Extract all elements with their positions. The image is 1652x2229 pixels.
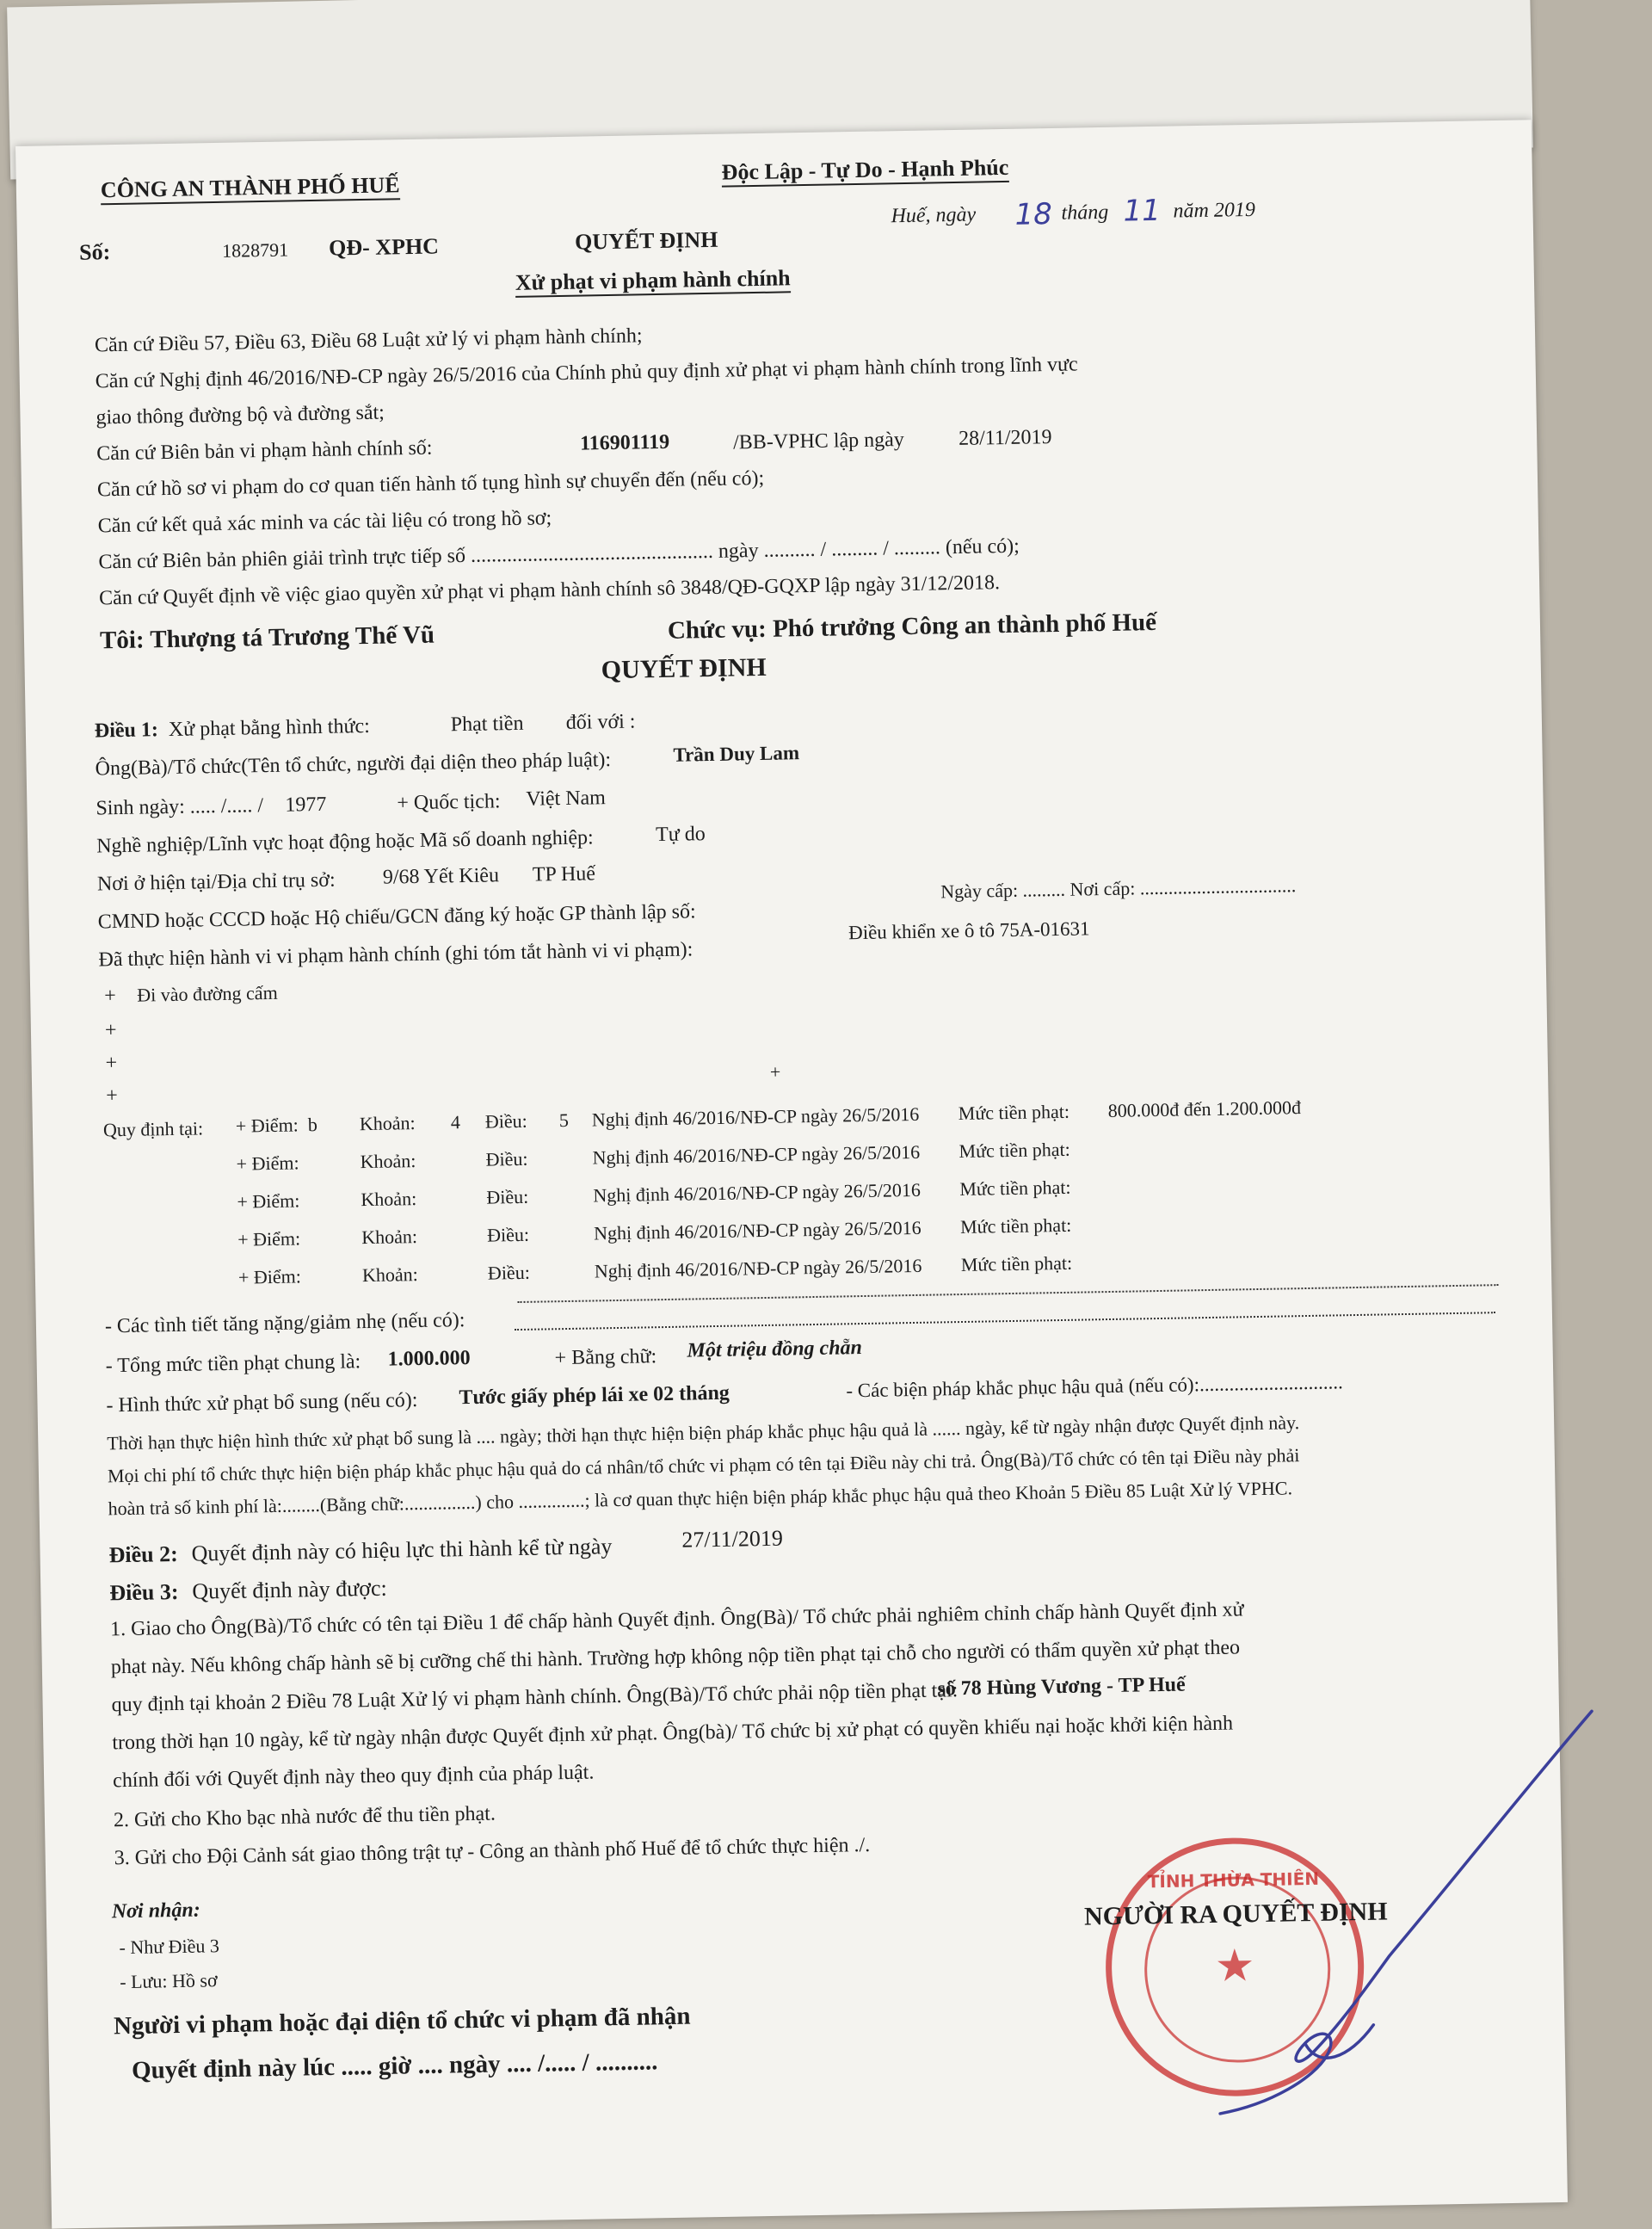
row5-point-label: + Điểm: — [237, 1265, 302, 1288]
row1-fine-label: Mức tiền phạt: — [958, 1100, 1070, 1125]
article-3-item-1a: 1. Giao cho Ông(Bà)/Tổ chức có tên tại Điều 1 để chấp hành Quyết định. Ông(Bà)/ Tổ chức phải nghiêm chỉnh chấp hành Quyết định xử — [109, 1598, 1244, 1641]
row1-point: b — [307, 1114, 318, 1136]
article-2-label: Điều 2: — [108, 1541, 178, 1568]
basis-line-1: Căn cứ Điều 57, Điều 63, Điều 68 Luật xử lý vi phạm hành chính; — [94, 324, 643, 357]
row4-fine-label: Mức tiền phạt: — [959, 1213, 1072, 1238]
basis-line-7: Căn cứ Biên bản phiên giải trình trực tiếp số ............................................... ngày .......... / ......... / ......... (nếu có); — [98, 534, 1020, 574]
basis-line-6: Căn cứ kết quả xác minh va các tài liệu có trong hồ sơ; — [97, 507, 552, 538]
dob-label: Sinh ngày: ..... /..... / — [96, 794, 264, 820]
article-3-item-1e: chính đối với Quyết định này theo quy định của pháp luật. — [112, 1761, 595, 1793]
receiver-line-2: Quyết định này lúc ..... giờ .... ngày .... /..... / .......... — [131, 2047, 658, 2084]
row3-decree: Nghị định 46/2016/NĐ-CP ngày 26/5/2016 — [593, 1178, 922, 1207]
nationality-label: + Quốc tịch: — [397, 790, 501, 815]
total-fine-value: 1.000.000 — [387, 1346, 471, 1371]
nationality-value: Việt Nam — [526, 787, 607, 811]
row1-article: 5 — [558, 1108, 570, 1132]
recipient-2: - Lưu: Hồ sơ — [120, 1969, 218, 1993]
violation-bullet-5: + — [769, 1060, 781, 1083]
star-icon: ★ — [1214, 1942, 1255, 1991]
dob-year: 1977 — [285, 793, 327, 817]
document-title: QUYẾT ĐỊNH — [574, 226, 718, 255]
article-3-text: Quyết định này được: — [192, 1575, 387, 1604]
basis-line-2: Căn cứ Nghị định 46/2016/NĐ-CP ngày 26/5/2016 của Chính phủ quy định xử phạt vi phạm hành chính trong lĩnh vực — [95, 353, 1078, 393]
row2-point-label: + Điểm: — [236, 1152, 299, 1175]
fine-words-label: + Bằng chữ: — [554, 1345, 657, 1370]
article-3-label: Điều 3: — [109, 1578, 179, 1606]
document-subtitle: Xử phạt vi phạm hành chính — [515, 265, 791, 298]
row3-fine-label: Mức tiền phạt: — [959, 1176, 1071, 1201]
bleed-through-text — [95, 46, 1471, 104]
article-1-para-2: Mọi chi phí tổ chức thực hiện biện pháp khắc phục hậu quả do cá nhân/tổ chức vi phạm có tên tại Điều này chi trả. Ông(Bà)/Tổ chức có tên tại Điều này phải — [107, 1444, 1300, 1487]
article-3-item-2: 2. Gửi cho Kho bạc nhà nước để thu tiền phạt. — [113, 1802, 496, 1832]
row1-point-label: + Điểm: — [235, 1114, 299, 1137]
row2-decree: Nghị định 46/2016/NĐ-CP ngày 26/5/2016 — [592, 1140, 921, 1169]
decision-suffix: QĐ- XPHC — [328, 233, 440, 261]
officer-position: Chức vụ: Phó trưởng Công an thành phố Huế — [667, 608, 1157, 645]
row5-decree: Nghị định 46/2016/NĐ-CP ngày 26/5/2016 — [594, 1254, 922, 1282]
basis-line-3: giao thông đường bộ và đường sắt; — [96, 401, 385, 429]
row1-clause-label: Khoản: — [359, 1112, 416, 1135]
place-date-prefix: Huế, ngày — [891, 203, 977, 228]
fine-words-value: Một triệu đồng chẵn — [687, 1337, 863, 1362]
month-label: tháng — [1061, 201, 1109, 225]
payment-place: số 78 Hùng Vương - TP Huế — [937, 1673, 1186, 1701]
row4-clause-label: Khoản: — [361, 1226, 418, 1249]
basis-line-4-label: Căn cứ Biên bản vi phạm hành chính số: — [96, 436, 433, 466]
row5-article-label: Điều: — [487, 1261, 531, 1284]
year-text: năm 2019 — [1173, 198, 1256, 223]
row3-clause-label: Khoản: — [361, 1188, 417, 1211]
row2-article-label: Điều: — [485, 1147, 528, 1170]
row1-decree: Nghị định 46/2016/NĐ-CP ngày 26/5/2016 — [591, 1102, 920, 1131]
row4-decree: Nghị định 46/2016/NĐ-CP ngày 26/5/2016 — [593, 1216, 922, 1244]
total-fine-label: - Tổng mức tiền phạt chung là: — [105, 1350, 361, 1378]
number-label: Số: — [78, 239, 111, 265]
remedy-label: - Các biện pháp khắc phục hậu quả (nếu có):............................. — [846, 1371, 1343, 1402]
regulation-label: Quy định tại: — [102, 1117, 204, 1141]
effective-date: 27/11/2019 — [681, 1525, 784, 1553]
violation-bullet-3: + — [105, 1052, 118, 1075]
penalty-form-label: Xử phạt bằng hình thức: — [168, 714, 371, 741]
occupation-label: Nghề nghiệp/Lĩnh vực hoạt động hoặc Mã số doanh nghiệp: — [96, 826, 594, 858]
additional-penalty-value: Tước giấy phép lái xe 02 tháng — [459, 1381, 730, 1410]
article-3-item-3: 3. Gửi cho Đội Cảnh sát giao thông trật tự - Công an thành phố Huế để tổ chức thực hiện ./. — [114, 1833, 871, 1870]
article-3-item-1c: quy định tại khoản 2 Điều 78 Luật Xử lý vi phạm hành chính. Ông(Bà)/Tổ chức phải nộp tiền phạt tại: — [111, 1679, 959, 1717]
dotted-rule — [518, 1284, 1499, 1303]
occupation-value: Tự do — [655, 823, 706, 847]
article-1-para-3: hoàn trả số kinh phí là:........(Bằng chữ:...............) cho ..............; là cơ quan thực hiện biện pháp khắc phục hậu quả theo Khoản 5 Điều 85 Luật Xử lý VPHC. — [108, 1477, 1293, 1520]
violator-label: Ông(Bà)/Tổ chức(Tên tổ chức, người đại diện theo pháp luật): — [95, 749, 612, 781]
violation-bullet-2: + — [104, 1019, 117, 1042]
handwritten-month: 11 — [1123, 193, 1162, 229]
report-suffix: /BB-VPHC lập ngày — [732, 429, 905, 454]
violator-name: Trần Duy Lam — [673, 742, 800, 766]
seal-text: TỈNH THỪA THIÊN — [1147, 1868, 1320, 1892]
penalty-form-value: Phạt tiền — [450, 712, 524, 737]
signature — [1162, 1694, 1617, 2132]
article-1-label: Điều 1: — [94, 719, 159, 743]
violation-label: Đã thực hiện hành vi vi phạm hành chính (ghi tóm tắt hành vi vi phạm): — [98, 938, 693, 972]
receiver-line-1: Người vi phạm hoặc đại diện tổ chức vi phạm đã nhận — [113, 2002, 691, 2041]
address-city: TP Huế — [532, 862, 596, 886]
against-label: đối với : — [565, 710, 636, 734]
article-3-item-1b: phạt này. Nếu không chấp hành sẽ bị cưỡng chế thi hành. Trường hợp không nộp tiền phạt tại chỗ cho người có thẩm quyền xử phạt theo — [110, 1636, 1241, 1679]
row5-clause-label: Khoản: — [361, 1263, 418, 1287]
address-value: 9/68 Yết Kiêu — [382, 864, 500, 889]
address-label: Nơi ở hiện tại/Địa chỉ trụ sở: — [96, 868, 336, 896]
signer-title: NGƯỜI RA QUYẾT ĐỊNH — [1083, 1897, 1388, 1931]
row1-clause: 4 — [450, 1111, 461, 1133]
national-motto: Độc Lập - Tự Do - Hạnh Phúc — [721, 155, 1008, 188]
row1-fine: 800.000đ đến 1.200.000đ — [1107, 1096, 1302, 1122]
row2-clause-label: Khoản: — [360, 1150, 416, 1173]
row1-article-label: Điều: — [484, 1109, 527, 1133]
issue-date-place: Ngày cấp: ......... Nơi cấp: ................................. — [940, 874, 1297, 903]
aggravating-label: - Các tình tiết tăng nặng/giảm nhẹ (nếu có): — [104, 1309, 465, 1338]
agency-name: CÔNG AN THÀNH PHỐ HUẾ — [101, 172, 400, 205]
recipients-label: Nơi nhận: — [111, 1899, 200, 1923]
row5-fine-label: Mức tiền phạt: — [960, 1251, 1073, 1276]
violation-summary: Điều khiển xe ô tô 75A-01631 — [848, 917, 1090, 944]
row3-point-label: + Điểm: — [237, 1189, 300, 1213]
document-page — [15, 120, 1568, 2228]
recipient-1: - Như Điều 3 — [119, 1935, 220, 1959]
decision-number: 1828791 — [221, 238, 289, 262]
article-3-item-1d: trong thời hạn 10 ngày, kể từ ngày nhận được Quyết định xử phạt. Ông(bà)/ Tổ chức bị xử phạt có quyền khiếu nại hoặc khởi kiện hành — [112, 1712, 1234, 1755]
violation-bullet-4: + — [106, 1084, 119, 1108]
decision-heading: QUYẾT ĐỊNH — [601, 652, 767, 685]
handwritten-day: 18 — [1014, 196, 1053, 232]
row4-article-label: Điều: — [486, 1223, 530, 1246]
officer-name: Tôi: Thượng tá Trương Thế Vũ — [99, 621, 435, 655]
row4-point-label: + Điểm: — [237, 1227, 301, 1250]
violation-item-1: Đi vào đường cấm — [137, 981, 278, 1006]
row3-article-label: Điều: — [486, 1185, 529, 1208]
additional-penalty-label: - Hình thức xử phạt bổ sung (nếu có): — [106, 1389, 418, 1417]
report-number: 116901119 — [579, 430, 670, 455]
id-number-label: CMND hoặc CCCD hoặc Hộ chiếu/GCN đăng ký hoặc GP thành lập số: — [97, 900, 696, 934]
basis-line-5: Căn cứ hồ sơ vi phạm do cơ quan tiến hành tố tụng hình sự chuyển đến (nếu có); — [96, 466, 765, 502]
row2-fine-label: Mức tiền phạt: — [959, 1138, 1070, 1163]
basis-line-8: Căn cứ Quyết định về việc giao quyền xử phạt vi phạm hành chính sô 3848/QĐ-GQXP lập ngày 31/12/2018. — [98, 571, 1001, 610]
aggravating-dots — [515, 1312, 1495, 1331]
violation-bullet-1: + — [104, 985, 117, 1008]
article-1-para-1: Thời hạn thực hiện hình thức xử phạt bổ sung là .... ngày; thời hạn thực hiện biện pháp khắc phục hậu quả là ...... ngày, kể từ ngày nhận được Quyết định này. — [107, 1411, 1300, 1454]
article-2-text: Quyết định này có hiệu lực thi hành kể từ ngày — [191, 1534, 613, 1566]
report-date: 28/11/2019 — [958, 426, 1052, 450]
